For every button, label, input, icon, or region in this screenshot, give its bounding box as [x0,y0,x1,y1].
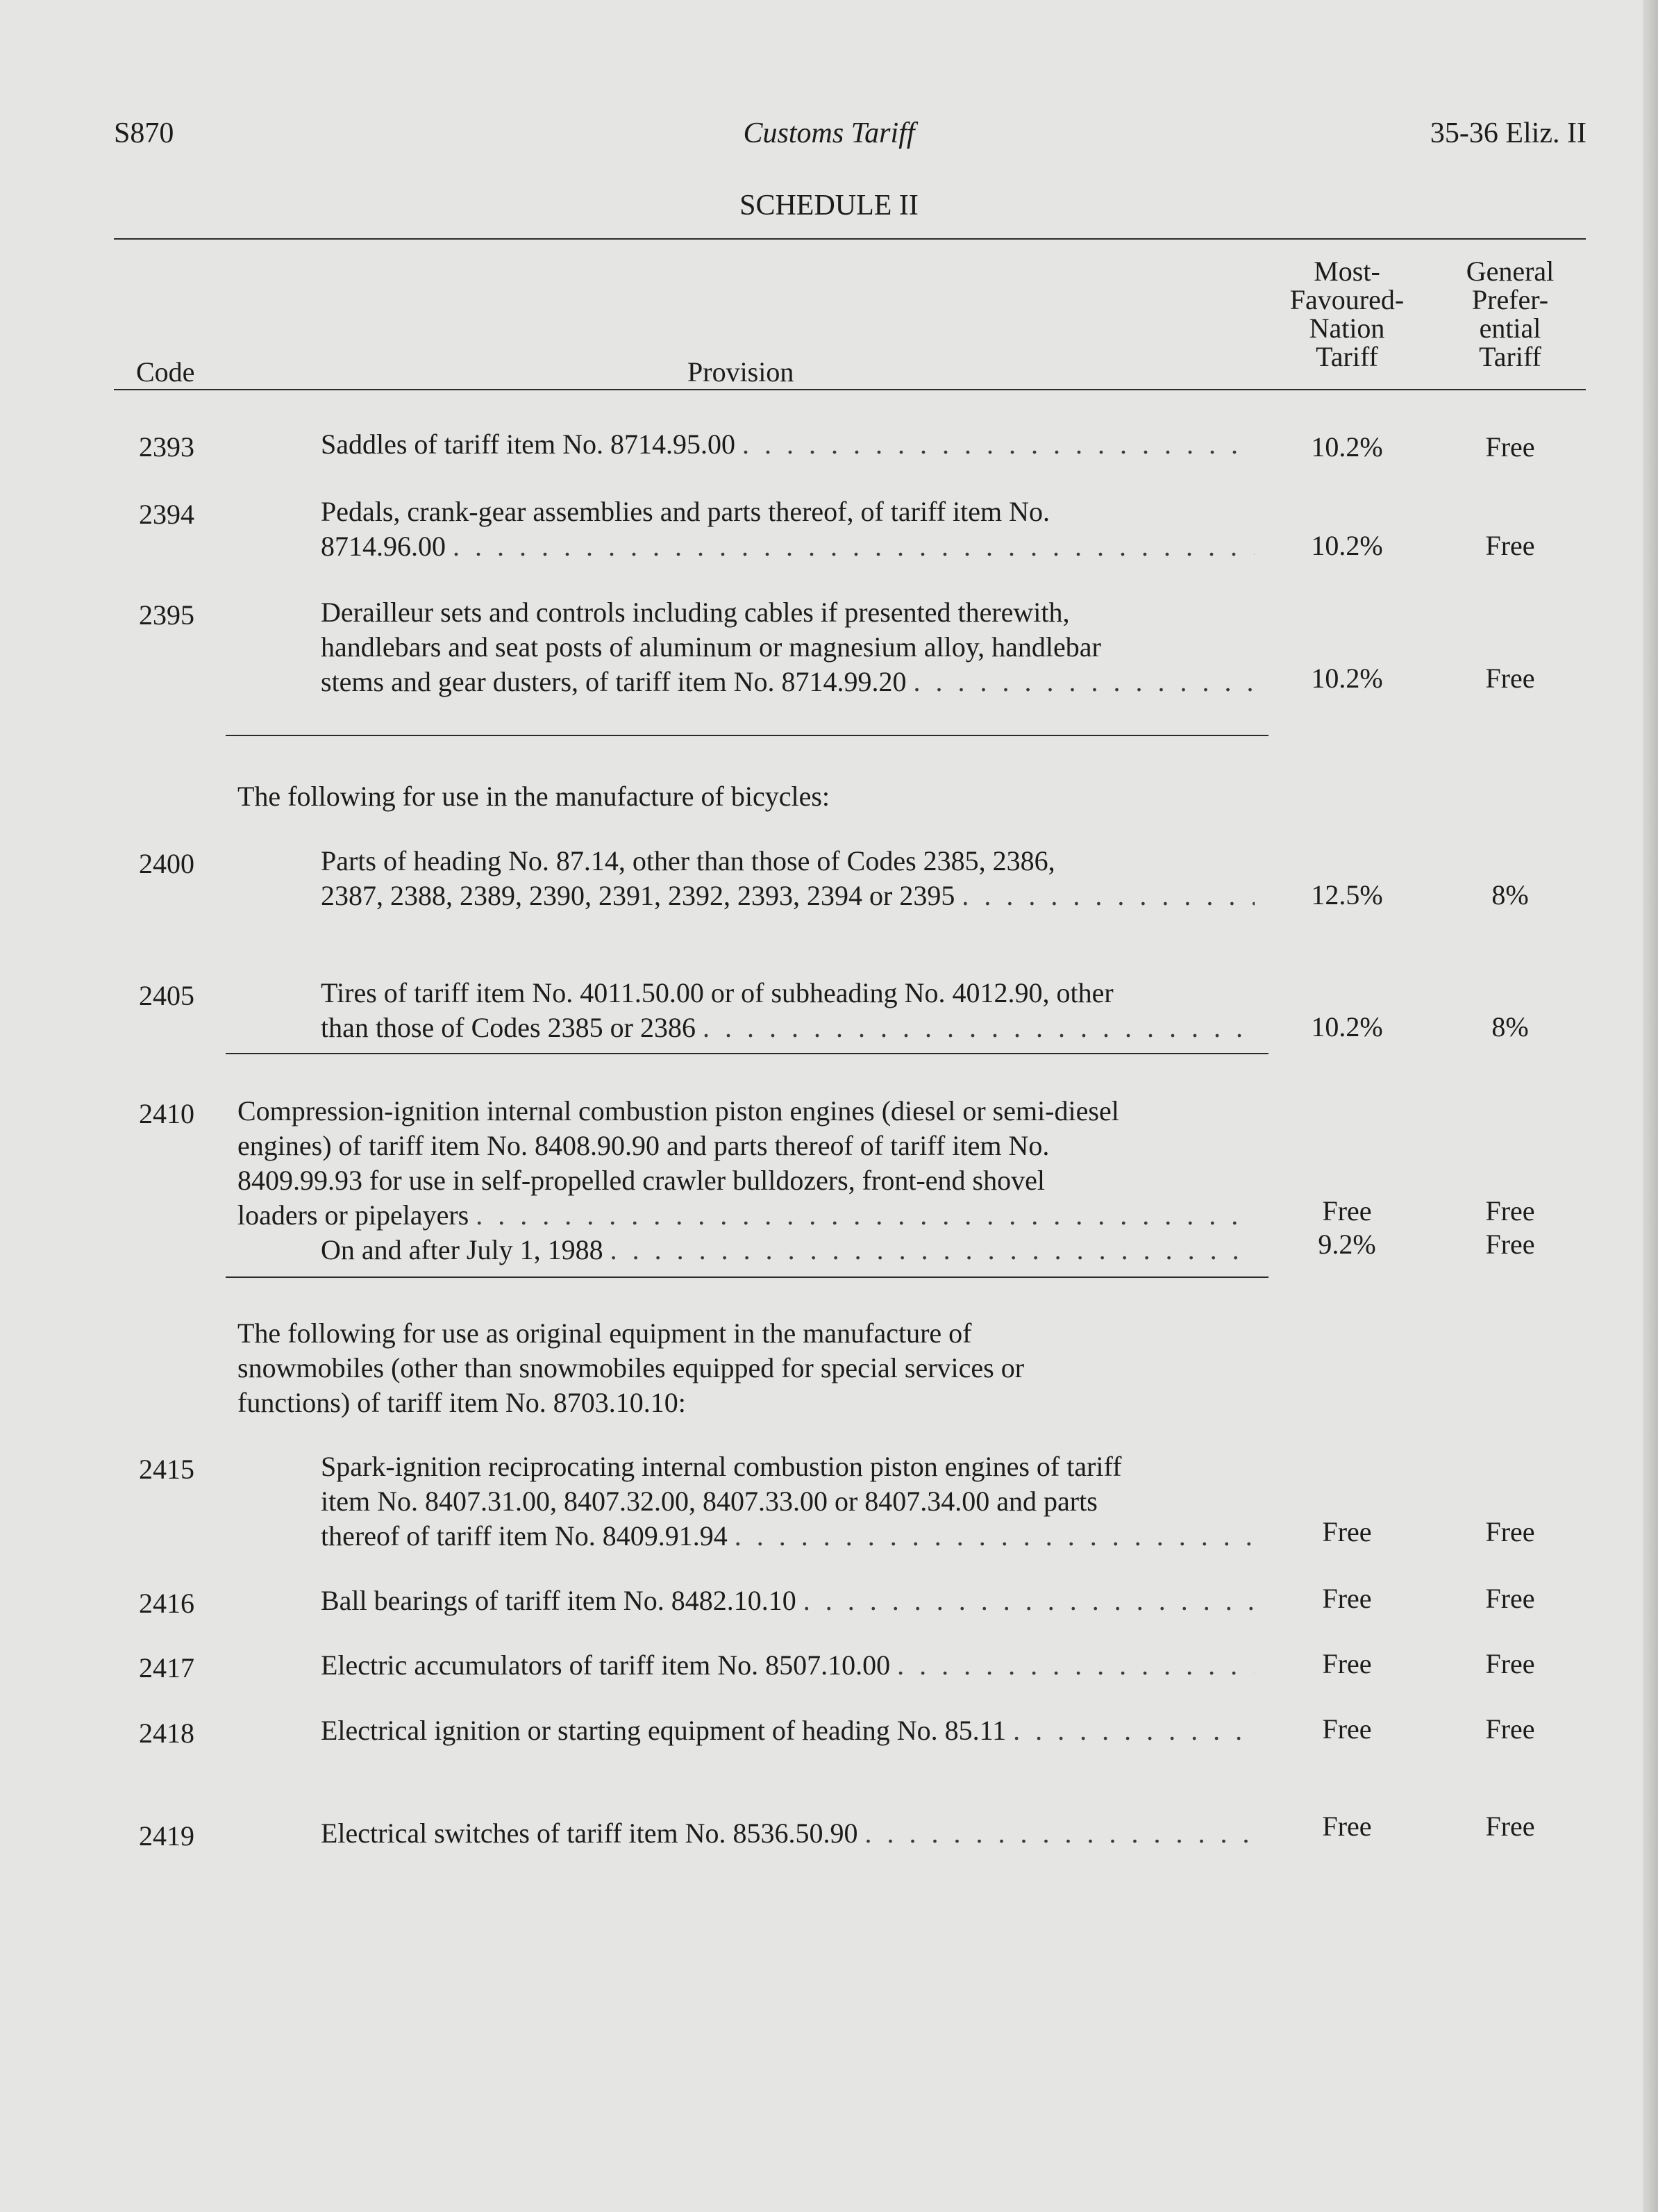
provision-line: Electrical ignition or starting equipment of heading No. 85.11 [321,1715,1007,1746]
section-rule [226,1277,1268,1278]
leader-dots [1006,1713,1255,1748]
column-header-gpt [1434,257,1586,371]
leader-dots [907,665,1255,699]
table-top-rule [114,238,1586,240]
tariff-provision [321,1713,1255,1748]
mfn-rate: Free [1322,1583,1372,1614]
mfn-rate: 10.2% [1311,431,1383,463]
tariff-code: 2410 [139,1098,194,1129]
provision-line: than those of Codes 2385 or 2386 [321,1012,696,1043]
provision-line: thereof of tariff item No. 8409.91.94 [321,1520,728,1552]
section-rule [226,735,1268,736]
tariff-code: 2418 [139,1718,194,1749]
note-line: functions) of tariff item No. 8703.10.10: [237,1387,686,1418]
provision-line: Saddles of tariff item No. 8714.95.00 [321,429,735,460]
tariff-provision [321,427,1255,462]
column-header-mfn [1271,257,1423,371]
note-line: The following for use in the manufacture of bicycles: [237,781,830,812]
page-edge [1643,0,1658,2212]
column-header-gpt-line: General [1466,256,1555,287]
mfn-rate: 10.2% [1311,1011,1383,1042]
tariff-code: 2405 [139,980,194,1011]
gpt-rate: Free [1485,1516,1535,1547]
gpt-rate: 8% [1491,1011,1529,1042]
gpt-rate: Free [1485,431,1535,463]
mfn-rate: Free [1322,1516,1372,1547]
tariff-provision [321,1449,1255,1554]
tariff-code: 2394 [139,499,194,530]
column-header-provision: Provision [687,356,794,388]
provision-line: Electrical switches of tariff item No. 8536.50.90 [321,1818,858,1849]
gpt-rate: Free [1485,1648,1535,1679]
mfn-rate: 12.5% [1311,879,1383,910]
tariff-provision [321,595,1255,699]
tariff-provision [321,1583,1255,1618]
leader-dots [696,1011,1255,1045]
tariff-provision [321,976,1255,1045]
leader-dots [446,529,1255,564]
table-header-rule [114,389,1586,390]
provision-line: Pedals, crank-gear assemblies and parts thereof, of tariff item No. [321,496,1050,527]
page-number: S870 [114,117,174,149]
mfn-rate: 9.2% [1318,1229,1376,1260]
gpt-rate: Free [1485,530,1535,561]
provision-line: 8409.99.93 for use in self-propelled crawler bulldozers, front-end shovel [237,1165,1045,1196]
schedule-title: SCHEDULE II [739,190,919,222]
leader-dots [735,427,1255,462]
mfn-rate: Free [1322,1648,1372,1679]
column-header-gpt-line: Tariff [1479,341,1541,372]
provision-line: Parts of heading No. 87.14, other than those of Codes 2385, 2386, [321,845,1055,876]
tariff-code: 2416 [139,1588,194,1619]
running-title: Customs Tariff [743,117,915,149]
provision-line: stems and gear dusters, of tariff item No. 8714.99.20 [321,666,907,697]
section-note [237,1316,1255,1420]
gpt-rate: Free [1485,1229,1535,1260]
column-header-gpt-line: ential [1479,313,1541,344]
provision-line: Compression-ignition internal combustion piston engines (diesel or semi-diesel [237,1095,1119,1126]
tariff-provision [237,1094,1255,1267]
gpt-rate: Free [1485,663,1535,694]
column-header-mfn-line: Most- [1314,256,1380,287]
gpt-rate: 8% [1491,879,1529,910]
note-line: snowmobiles (other than snowmobiles equipped for special services or [237,1352,1025,1383]
tariff-provision [321,1816,1255,1851]
column-header-gpt-line: Prefer- [1471,284,1549,315]
tariff-code: 2417 [139,1652,194,1683]
column-header-mfn-line: Favoured- [1289,284,1405,315]
provision-line: loaders or pipelayers [237,1199,469,1231]
section-note [237,779,1255,814]
gpt-rate: Free [1485,1195,1535,1226]
mfn-rate: Free [1322,1713,1372,1745]
provision-line: Derailleur sets and controls including cables if presented therewith, [321,597,1070,628]
regnal-year: 35-36 Eliz. II [1430,117,1586,149]
tariff-code: 2393 [139,431,194,463]
mfn-rate: 10.2% [1311,530,1383,561]
leader-dots [890,1648,1255,1683]
tariff-provision [321,1648,1255,1683]
provision-line: 2387, 2388, 2389, 2390, 2391, 2392, 2393, 2394 or 2395 [321,880,955,911]
note-line: The following for use as original equipment in the manufacture of [237,1317,972,1349]
provision-line: item No. 8407.31.00, 8407.32.00, 8407.33.00 or 8407.34.00 and parts [321,1486,1098,1517]
mfn-rate: Free [1322,1195,1372,1226]
tariff-code: 2415 [139,1454,194,1485]
provision-line: Electric accumulators of tariff item No. 8507.10.00 [321,1649,891,1681]
provision-line: Ball bearings of tariff item No. 8482.10.10 [321,1585,796,1616]
leader-dots [796,1583,1255,1618]
leader-dots [955,879,1255,913]
tariff-code: 2400 [139,848,194,879]
provision-line: engines) of tariff item No. 8408.90.90 and parts thereof of tariff item No. [237,1130,1050,1161]
provision-line: 8714.96.00 [321,531,446,562]
provision-line: Tires of tariff item No. 4011.50.00 or of subheading No. 4012.90, other [321,977,1114,1008]
column-header-mfn-line: Tariff [1316,341,1378,372]
column-header-code: Code [136,356,195,388]
leader-dots [858,1816,1255,1851]
mfn-rate: Free [1322,1811,1372,1842]
tariff-provision [321,494,1255,564]
gpt-rate: Free [1485,1713,1535,1745]
section-rule [226,1053,1268,1054]
leader-dots [728,1519,1255,1554]
tariff-code: 2419 [139,1820,194,1852]
leader-dots [603,1233,1255,1267]
provision-line: handlebars and seat posts of aluminum or magnesium alloy, handlebar [321,631,1101,663]
mfn-rate: 10.2% [1311,663,1383,694]
column-header-mfn-line: Nation [1309,313,1385,344]
leader-dots [469,1198,1255,1233]
gpt-rate: Free [1485,1811,1535,1842]
provision-line: Spark-ignition reciprocating internal combustion piston engines of tariff [321,1451,1122,1482]
provision-line: On and after July 1, 1988 [321,1234,603,1265]
gpt-rate: Free [1485,1583,1535,1614]
tariff-code: 2395 [139,599,194,631]
tariff-provision [321,844,1255,913]
